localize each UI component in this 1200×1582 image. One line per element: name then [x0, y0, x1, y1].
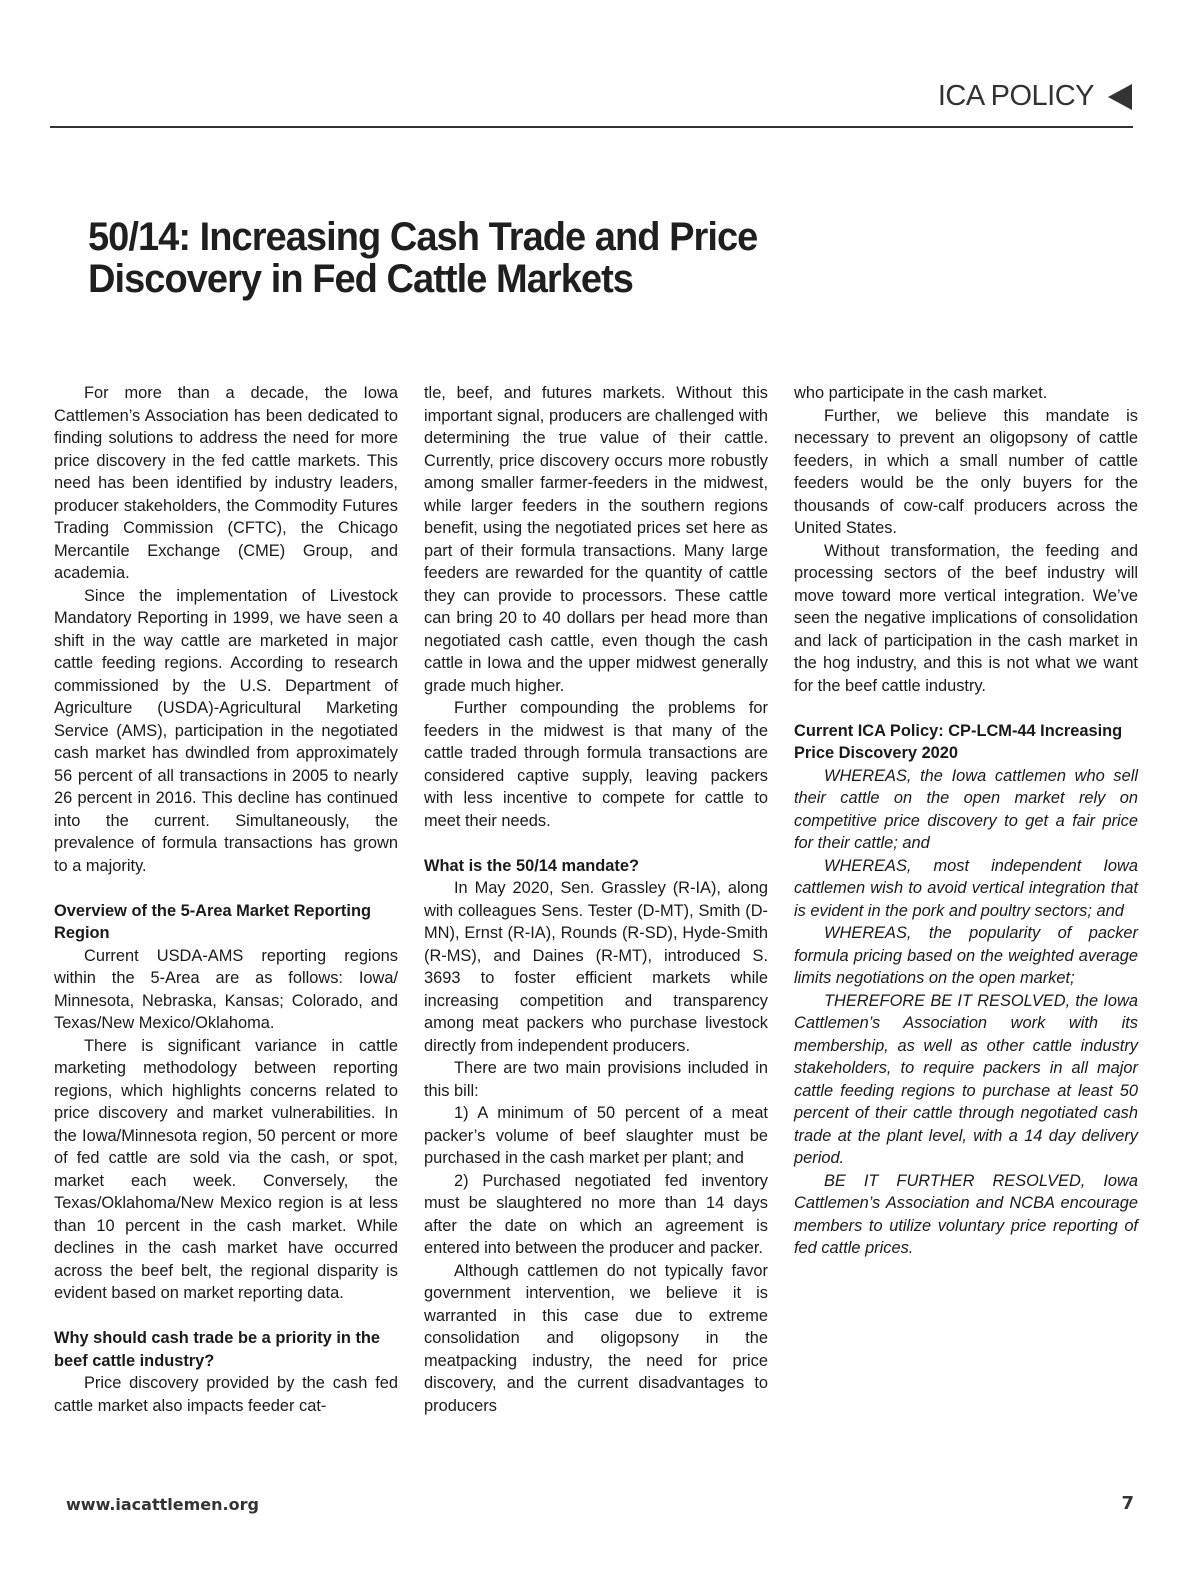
body-paragraph: Current USDA-AMS reporting regions within the 5-Area are as follows: Iowa/ Minnesota, Nebraska, Kansas; Colorado, and Texas/New Mexico/Oklahoma.: [54, 946, 398, 1032]
body-paragraph: Without transformation, the feeding and processing sectors of the beef industry will move toward more vertical integration. We’ve seen the negative implications of consolidation and lack of participation in the cash market in the hog industry, and this is not what we want for the beef cattle industry.: [794, 541, 1138, 695]
policy-clause: WHEREAS, the popularity of packer formula pricing based on the weighted average limits negotiations on the open market;: [794, 924, 1138, 987]
body-paragraph: who participate in the cash market.: [794, 384, 1048, 402]
triangle-left-icon: [1108, 84, 1132, 110]
header-rule: [50, 126, 1133, 128]
headline-line-2: Discovery in Fed Cattle Markets: [88, 257, 633, 301]
column-3: [794, 382, 1138, 1260]
policy-clause: WHEREAS, most independent Iowa cattlemen wish to avoid vertical integration that is evident in the pork and poultry sectors; and: [794, 856, 1138, 920]
body-paragraph: tle, beef, and futures markets. Without this important signal, producers are challenged with determining the true value of their cattle. Currently, price discovery occurs more robustly among smaller farmer-feeders in the midwest, while larger feeders in the southern regions benefit, using the negotiated prices set here as part of their formula transactions. Many large feeders are rewarded for the quantity of cattle they can provide to processors. These cattle can bring 20 to 40 dollars per head more than negotiated cash cattle, even though the cash cattle in Iowa and the upper midwest generally grade much higher.: [424, 384, 768, 695]
article-headline: [88, 216, 867, 300]
subheading: Why should cash trade be a priority in the beef cattle industry?: [54, 1329, 381, 1370]
page-number: 7: [1121, 1493, 1134, 1514]
subheading: What is the 50/14 mandate?: [424, 856, 639, 875]
column-2: [424, 382, 768, 1417]
policy-clause: BE IT FURTHER RESOLVED, Iowa Cattlemen’s Association and NCBA encourage members to utilize voluntary price reporting of fed cattle prices.: [794, 1171, 1138, 1257]
body-paragraph: For more than a decade, the Iowa Cattlemen’s Association has been dedicated to finding solutions to address the need for more price discovery in the fed cattle markets. This need has been identified by industry leaders, producer stakeholders, the Commodity Futures Trading Commission (CFTC), the Chicago Mercantile Exchange (CME) Group, and academia.: [54, 384, 398, 582]
body-paragraph: In May 2020, Sen. Grassley (R-IA), along with colleagues Sens. Tester (D-MT), Smith (D-MN), Ernst (R-IA), Rounds (R-SD), Hyde-Smith (R-MS), and Daines (R-MT), introduced S. 3693 to foster efficient markets while increasing competition and transparency among meat packers who purchase livestock directly from independent producers.: [424, 879, 768, 1055]
body-paragraph: There is significant variance in cattle marketing methodology between reporting regions, which highlights concerns related to price discovery and market vulnerabilities. In the Iowa/Minnesota region, 50 percent or more of fed cattle are sold via the cash, or spot, market each week. Conversely, the Texas/Oklahoma/New Mexico region is at less than 10 percent in the cash market. While declines in the cash market have occurred across the beef belt, the regional disparity is evident based on market reporting data.: [54, 1036, 398, 1302]
body-paragraph: Since the implementation of Livestock Mandatory Reporting in 1999, we have seen a shift in the way cattle are marketed in major cattle feeding regions. According to research commissioned by the U.S. Department of Agriculture (USDA)-Agricultural Marketing Service (AMS), participation in the negotiated cash market has dwindled from approximately 56 percent of all transactions in 2005 to nearly 26 percent in 2016. This decline has continued into the current. Simultaneously, the prevalence of formula transactions has grown to a majority.: [54, 586, 398, 875]
section-tag: [938, 80, 1132, 113]
column-1: [54, 382, 398, 1417]
footer-website: www.iacattlemen.org: [66, 1495, 259, 1514]
body-paragraph: Although cattlemen do not typically favor government intervention, we believe it is warranted in this case due to extreme consolidation and oligopsony in the meatpacking industry, the need for price discovery, and the current disadvantages to producers: [424, 1261, 768, 1415]
body-paragraph: 2) Purchased negotiated fed inventory must be slaughtered no more than 14 days after the date on which an agreement is entered into between the producer and packer.: [424, 1171, 768, 1257]
subheading: Overview of the 5-Area Market Reporting Region: [54, 901, 371, 942]
body-paragraph: There are two main provisions included in this bill:: [424, 1059, 768, 1100]
policy-clause: THEREFORE BE IT RESOLVED, the Iowa Cattlemen’s Association work with its membership, as well as other cattle industry stakeholders, to require packers in all major cattle feeding regions to purchase at least 50 percent of their cattle through negotiated cash trade at the plant level, with a 14 day delivery period.: [794, 991, 1138, 1167]
body-paragraph: Further, we believe this mandate is necessary to prevent an oligopsony of cattle feeders, in which a small number of cattle feeders would be the only buyers for the thousands of cow-calf producers across the United States.: [794, 406, 1138, 537]
section-label: ICA POLICY: [937, 80, 1094, 112]
headline-line-1: 50/14: Increasing Cash Trade and Price: [88, 215, 758, 259]
body-paragraph: Further compounding the problems for feeders in the midwest is that many of the cattle traded through formula transactions are considered captive supply, leaving packers with less incentive to compete for cattle to meet their needs.: [424, 699, 768, 830]
body-paragraph: 1) A minimum of 50 percent of a meat packer’s volume of beef slaughter must be purchased in the cash market per plant; and: [424, 1104, 768, 1167]
policy-clause: WHEREAS, the Iowa cattlemen who sell their cattle on the open market rely on competitive price discovery to get a fair price for their cattle; and: [794, 766, 1138, 852]
body-paragraph: Price discovery provided by the cash fed cattle market also impacts feeder cat-: [54, 1374, 398, 1415]
subheading: Current ICA Policy: CP-LCM-44 Increasing Price Discovery 2020: [794, 721, 1123, 762]
